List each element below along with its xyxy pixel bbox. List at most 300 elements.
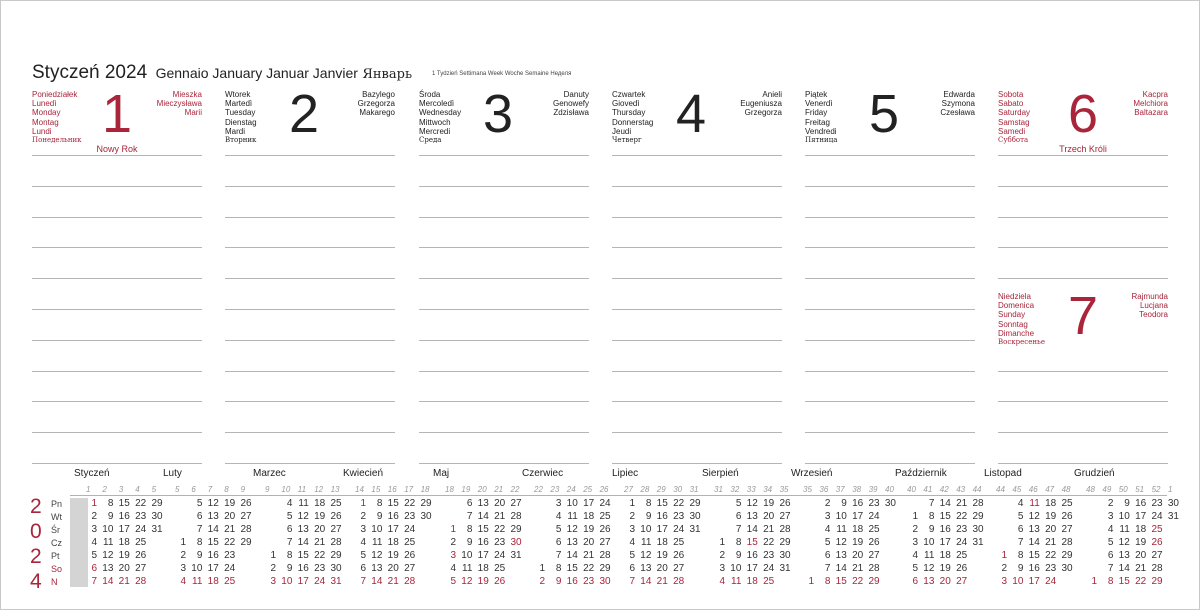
calendar-day[interactable]: 26 <box>330 511 342 522</box>
calendar-day[interactable]: 23 <box>583 576 595 587</box>
calendar-day[interactable]: 5 <box>555 524 562 535</box>
calendar-day[interactable]: 17 <box>207 563 219 574</box>
calendar-day[interactable]: 29 <box>779 537 791 548</box>
calendar-day[interactable]: 30 <box>972 524 984 535</box>
calendar-day[interactable]: 30 <box>420 511 432 522</box>
calendar-day[interactable]: 10 <box>191 563 203 574</box>
calendar-day[interactable]: 31 <box>779 563 791 574</box>
calendar-day[interactable]: 29 <box>510 524 522 535</box>
calendar-day[interactable]: 19 <box>656 550 668 561</box>
calendar-day[interactable]: 4 <box>360 537 366 548</box>
calendar-day[interactable]: 28 <box>240 524 252 535</box>
calendar-day[interactable]: 14 <box>371 576 383 587</box>
calendar-day[interactable]: 21 <box>314 537 326 548</box>
calendar-day[interactable]: 10 <box>923 537 935 548</box>
calendar-day[interactable]: 16 <box>477 537 489 548</box>
calendar-day[interactable]: 15 <box>1118 576 1130 587</box>
calendar-day[interactable]: 2 <box>719 550 725 561</box>
calendar-day[interactable]: 9 <box>196 550 203 561</box>
calendar-day[interactable]: 28 <box>1061 537 1073 548</box>
writing-line[interactable] <box>225 401 395 402</box>
calendar-day[interactable]: 20 <box>763 511 775 522</box>
writing-line[interactable] <box>419 247 589 248</box>
calendar-day[interactable]: 24 <box>763 563 775 574</box>
calendar-day[interactable]: 22 <box>314 550 326 561</box>
writing-line[interactable] <box>612 371 782 372</box>
calendar-day[interactable]: 2 <box>360 511 366 522</box>
calendar-day[interactable]: 12 <box>835 537 847 548</box>
calendar-day[interactable]: 19 <box>583 524 595 535</box>
writing-line[interactable] <box>32 217 202 218</box>
calendar-day[interactable]: 11 <box>731 576 742 587</box>
calendar-day[interactable]: 4 <box>719 576 725 587</box>
writing-line[interactable] <box>225 340 395 341</box>
calendar-day[interactable]: 7 <box>928 498 935 509</box>
calendar-day[interactable]: 22 <box>583 563 595 574</box>
calendar-day[interactable]: 9 <box>645 511 652 522</box>
calendar-day[interactable]: 28 <box>779 524 791 535</box>
calendar-day[interactable]: 20 <box>939 576 951 587</box>
calendar-day[interactable]: 9 <box>841 498 847 509</box>
calendar-day[interactable]: 14 <box>1118 563 1130 574</box>
calendar-day[interactable]: 9 <box>286 563 293 574</box>
calendar-day[interactable]: 1 <box>1091 576 1097 587</box>
calendar-day[interactable]: 3 <box>1107 511 1114 522</box>
calendar-day[interactable]: 23 <box>673 511 685 522</box>
calendar-day[interactable]: 15 <box>207 537 219 548</box>
writing-line[interactable] <box>419 463 589 464</box>
calendar-day[interactable]: 27 <box>599 537 611 548</box>
calendar-day[interactable]: 5 <box>735 498 742 509</box>
writing-line[interactable] <box>419 401 589 402</box>
calendar-day[interactable]: 16 <box>1135 498 1147 509</box>
calendar-day[interactable]: 2 <box>91 511 97 522</box>
calendar-day[interactable]: 19 <box>763 498 775 509</box>
calendar-day[interactable]: 6 <box>1017 524 1024 535</box>
calendar-day[interactable]: 12 <box>640 550 652 561</box>
calendar-day[interactable]: 8 <box>376 498 383 509</box>
calendar-day[interactable]: 17 <box>387 524 399 535</box>
calendar-day[interactable]: 23 <box>763 550 775 561</box>
calendar-day[interactable]: 23 <box>135 511 147 522</box>
calendar-day[interactable]: 20 <box>656 563 668 574</box>
calendar-day[interactable]: 27 <box>240 511 252 522</box>
calendar-day[interactable]: 1 <box>539 563 545 574</box>
calendar-day[interactable]: 25 <box>1151 524 1163 535</box>
calendar-day[interactable]: 26 <box>673 550 685 561</box>
calendar-day[interactable]: 28 <box>330 537 342 548</box>
calendar-day[interactable]: 7 <box>1107 563 1114 574</box>
calendar-day[interactable]: 15 <box>118 498 130 509</box>
calendar-day[interactable]: 2 <box>1107 498 1114 509</box>
writing-line[interactable] <box>612 432 782 433</box>
calendar-day[interactable]: 13 <box>746 511 758 522</box>
writing-line[interactable] <box>32 247 202 248</box>
calendar-day[interactable]: 26 <box>240 498 252 509</box>
calendar-day[interactable]: 29 <box>420 498 432 509</box>
calendar-day[interactable]: 1 <box>808 576 814 587</box>
calendar-day[interactable]: 30 <box>151 511 163 522</box>
calendar-day[interactable]: 16 <box>207 550 219 561</box>
calendar-day[interactable]: 29 <box>1151 576 1163 587</box>
calendar-day[interactable]: 12 <box>207 498 219 509</box>
calendar-day[interactable]: 25 <box>494 563 506 574</box>
calendar-day[interactable]: 28 <box>868 563 880 574</box>
calendar-day[interactable]: 12 <box>461 576 473 587</box>
calendar-day[interactable]: 17 <box>852 511 864 522</box>
writing-line[interactable] <box>805 247 975 248</box>
calendar-day[interactable]: 10 <box>461 550 473 561</box>
calendar-day[interactable]: 11 <box>103 537 114 548</box>
calendar-day[interactable]: 17 <box>1028 576 1040 587</box>
calendar-day[interactable]: 19 <box>477 576 489 587</box>
writing-line[interactable] <box>225 186 395 187</box>
calendar-day[interactable]: 30 <box>779 550 791 561</box>
calendar-day[interactable]: 31 <box>151 524 163 535</box>
calendar-day[interactable]: 8 <box>735 537 742 548</box>
writing-line[interactable] <box>32 309 202 310</box>
calendar-day[interactable]: 29 <box>240 537 252 548</box>
calendar-day[interactable]: 6 <box>735 511 742 522</box>
calendar-day[interactable]: 26 <box>1061 511 1073 522</box>
calendar-day[interactable]: 29 <box>330 550 342 561</box>
calendar-day[interactable]: 27 <box>779 511 791 522</box>
writing-line[interactable] <box>612 401 782 402</box>
calendar-day[interactable]: 4 <box>824 524 831 535</box>
calendar-day[interactable]: 25 <box>330 498 342 509</box>
writing-line[interactable] <box>612 309 782 310</box>
calendar-day[interactable]: 9 <box>107 511 114 522</box>
calendar-day[interactable]: 5 <box>91 550 97 561</box>
calendar-day[interactable]: 21 <box>656 576 668 587</box>
calendar-day[interactable]: 8 <box>286 550 293 561</box>
writing-line[interactable] <box>805 186 975 187</box>
calendar-day[interactable]: 19 <box>387 550 399 561</box>
calendar-day[interactable]: 20 <box>118 563 130 574</box>
writing-line[interactable] <box>225 432 395 433</box>
writing-line[interactable] <box>419 371 589 372</box>
calendar-day[interactable]: 10 <box>730 563 742 574</box>
calendar-day[interactable]: 28 <box>599 550 611 561</box>
writing-line[interactable] <box>805 309 975 310</box>
calendar-day[interactable]: 25 <box>224 576 236 587</box>
calendar-day[interactable]: 1 <box>629 498 635 509</box>
calendar-day[interactable]: 8 <box>1107 576 1114 587</box>
calendar-day[interactable]: 27 <box>330 524 342 535</box>
writing-line[interactable] <box>998 432 1168 433</box>
calendar-day[interactable]: 9 <box>1124 498 1130 509</box>
calendar-day[interactable]: 12 <box>102 550 114 561</box>
calendar-day[interactable]: 22 <box>852 576 864 587</box>
calendar-day[interactable]: 5 <box>1017 511 1024 522</box>
writing-line[interactable] <box>225 371 395 372</box>
writing-line[interactable] <box>805 340 975 341</box>
calendar-day[interactable]: 3 <box>180 563 186 574</box>
writing-line[interactable] <box>32 278 202 279</box>
calendar-day[interactable]: 14 <box>297 537 309 548</box>
calendar-day[interactable]: 29 <box>868 576 880 587</box>
calendar-day[interactable]: 20 <box>494 498 506 509</box>
calendar-day[interactable]: 14 <box>835 563 847 574</box>
calendar-day[interactable]: 7 <box>196 524 203 535</box>
calendar-day[interactable]: 28 <box>1151 563 1163 574</box>
calendar-day[interactable]: 18 <box>207 576 219 587</box>
calendar-day[interactable]: 1 <box>912 511 918 522</box>
calendar-day[interactable]: 2 <box>270 563 276 574</box>
calendar-day[interactable]: 2 <box>1001 563 1007 574</box>
calendar-day[interactable]: 6 <box>466 498 473 509</box>
calendar-day[interactable]: 21 <box>387 576 399 587</box>
calendar-day[interactable]: 9 <box>466 537 473 548</box>
calendar-day[interactable]: 22 <box>1045 550 1057 561</box>
writing-line[interactable] <box>32 401 202 402</box>
calendar-day[interactable]: 22 <box>763 537 775 548</box>
calendar-day[interactable]: 7 <box>91 576 97 587</box>
calendar-day[interactable]: 14 <box>746 524 758 535</box>
calendar-day[interactable]: 16 <box>297 563 309 574</box>
calendar-day[interactable]: 25 <box>404 537 416 548</box>
calendar-day[interactable]: 11 <box>924 550 935 561</box>
writing-line[interactable] <box>32 340 202 341</box>
calendar-day[interactable]: 29 <box>151 498 163 509</box>
writing-line[interactable] <box>998 463 1168 464</box>
calendar-day[interactable]: 4 <box>450 563 456 574</box>
calendar-day[interactable]: 21 <box>1045 537 1057 548</box>
calendar-day[interactable]: 31 <box>510 550 522 561</box>
writing-line[interactable] <box>998 247 1168 248</box>
calendar-day[interactable]: 9 <box>928 524 935 535</box>
calendar-day[interactable]: 1 <box>360 498 366 509</box>
calendar-day[interactable]: 31 <box>972 537 984 548</box>
calendar-day[interactable]: 11 <box>641 537 652 548</box>
calendar-day[interactable]: 24 <box>224 563 236 574</box>
calendar-day[interactable]: 26 <box>404 550 416 561</box>
calendar-day[interactable]: 19 <box>1135 537 1147 548</box>
calendar-day[interactable]: 28 <box>404 576 416 587</box>
calendar-day[interactable]: 4 <box>91 537 97 548</box>
calendar-day[interactable]: 17 <box>1135 511 1147 522</box>
calendar-day[interactable]: 17 <box>656 524 668 535</box>
calendar-day[interactable]: 20 <box>583 537 595 548</box>
writing-line[interactable] <box>805 432 975 433</box>
writing-line[interactable] <box>612 247 782 248</box>
calendar-day[interactable]: 14 <box>102 576 114 587</box>
calendar-day[interactable]: 15 <box>387 498 399 509</box>
calendar-day[interactable]: 5 <box>450 576 456 587</box>
calendar-day[interactable]: 10 <box>1012 576 1024 587</box>
calendar-day[interactable]: 18 <box>852 524 864 535</box>
calendar-day[interactable]: 22 <box>1135 576 1147 587</box>
calendar-day[interactable]: 3 <box>1001 576 1007 587</box>
calendar-day[interactable]: 6 <box>555 537 562 548</box>
calendar-day[interactable]: 3 <box>91 524 97 535</box>
writing-line[interactable] <box>32 463 202 464</box>
calendar-day[interactable]: 2 <box>539 576 545 587</box>
calendar-day[interactable]: 1 <box>91 498 97 509</box>
calendar-day[interactable]: 18 <box>387 537 399 548</box>
calendar-day[interactable]: 8 <box>555 563 562 574</box>
calendar-day[interactable]: 18 <box>1135 524 1147 535</box>
calendar-day[interactable]: 16 <box>656 511 668 522</box>
calendar-day[interactable]: 27 <box>510 498 522 509</box>
calendar-day[interactable]: 17 <box>118 524 130 535</box>
calendar-day[interactable]: 7 <box>629 576 635 587</box>
calendar-day[interactable]: 20 <box>1045 524 1057 535</box>
calendar-day[interactable]: 16 <box>387 511 399 522</box>
calendar-day[interactable]: 18 <box>118 537 130 548</box>
calendar-day[interactable]: 1 <box>1001 550 1007 561</box>
calendar-day[interactable]: 3 <box>824 511 831 522</box>
calendar-day[interactable]: 23 <box>956 524 968 535</box>
calendar-day[interactable]: 24 <box>404 524 416 535</box>
calendar-day[interactable]: 10 <box>281 576 293 587</box>
calendar-day[interactable]: 6 <box>1107 550 1114 561</box>
calendar-day[interactable]: 13 <box>102 563 114 574</box>
calendar-day[interactable]: 22 <box>404 498 416 509</box>
calendar-day[interactable]: 6 <box>360 563 366 574</box>
calendar-day[interactable]: 30 <box>330 563 342 574</box>
calendar-day[interactable]: 13 <box>835 550 847 561</box>
calendar-day[interactable]: 3 <box>555 498 562 509</box>
calendar-day[interactable]: 15 <box>656 498 668 509</box>
writing-line[interactable] <box>998 217 1168 218</box>
calendar-day[interactable]: 30 <box>1061 563 1073 574</box>
calendar-day[interactable]: 25 <box>1061 498 1073 509</box>
writing-line[interactable] <box>225 463 395 464</box>
calendar-day[interactable]: 27 <box>404 563 416 574</box>
calendar-day[interactable]: 11 <box>462 563 473 574</box>
writing-line[interactable] <box>805 401 975 402</box>
calendar-day[interactable]: 26 <box>779 498 791 509</box>
writing-line[interactable] <box>419 309 589 310</box>
calendar-day[interactable]: 6 <box>824 550 831 561</box>
calendar-day[interactable]: 18 <box>939 550 951 561</box>
calendar-day[interactable]: 26 <box>868 537 880 548</box>
calendar-day[interactable]: 26 <box>494 576 506 587</box>
calendar-day[interactable]: 1 <box>450 524 456 535</box>
calendar-day[interactable]: 13 <box>371 563 383 574</box>
calendar-day[interactable]: 6 <box>629 563 635 574</box>
writing-line[interactable] <box>419 432 589 433</box>
calendar-day[interactable]: 18 <box>1045 498 1057 509</box>
calendar-day[interactable]: 18 <box>583 511 595 522</box>
calendar-day[interactable]: 30 <box>599 576 611 587</box>
calendar-day[interactable]: 8 <box>824 576 831 587</box>
calendar-day[interactable]: 4 <box>180 576 186 587</box>
calendar-day[interactable]: 21 <box>494 511 506 522</box>
writing-line[interactable] <box>32 155 202 156</box>
calendar-day[interactable]: 24 <box>868 511 880 522</box>
calendar-day[interactable]: 7 <box>1017 537 1024 548</box>
calendar-day[interactable]: 15 <box>477 524 489 535</box>
calendar-day[interactable]: 9 <box>1017 563 1024 574</box>
calendar-day[interactable]: 17 <box>583 498 595 509</box>
calendar-day[interactable]: 3 <box>629 524 635 535</box>
calendar-day[interactable]: 17 <box>939 537 951 548</box>
calendar-day[interactable]: 7 <box>735 524 742 535</box>
calendar-day[interactable]: 12 <box>746 498 758 509</box>
calendar-day[interactable]: 19 <box>118 550 130 561</box>
calendar-day[interactable]: 17 <box>297 576 309 587</box>
calendar-day[interactable]: 16 <box>118 511 130 522</box>
calendar-day[interactable]: 26 <box>135 550 147 561</box>
calendar-day[interactable]: 13 <box>477 498 489 509</box>
writing-line[interactable] <box>225 217 395 218</box>
calendar-day[interactable]: 26 <box>599 524 611 535</box>
calendar-day[interactable]: 14 <box>640 576 652 587</box>
calendar-day[interactable]: 12 <box>371 550 383 561</box>
calendar-day[interactable]: 30 <box>884 498 896 509</box>
calendar-day[interactable]: 13 <box>1118 550 1130 561</box>
writing-line[interactable] <box>419 278 589 279</box>
calendar-day[interactable]: 16 <box>746 550 758 561</box>
calendar-day[interactable]: 29 <box>689 498 701 509</box>
writing-line[interactable] <box>998 371 1168 372</box>
calendar-day[interactable]: 20 <box>314 524 326 535</box>
writing-line[interactable] <box>805 278 975 279</box>
calendar-day[interactable]: 11 <box>1029 498 1040 509</box>
calendar-day[interactable]: 1 <box>719 537 725 548</box>
calendar-day[interactable]: 15 <box>835 576 847 587</box>
writing-line[interactable] <box>225 278 395 279</box>
calendar-day[interactable]: 13 <box>923 576 935 587</box>
writing-line[interactable] <box>32 432 202 433</box>
calendar-day[interactable]: 12 <box>1028 511 1040 522</box>
calendar-day[interactable]: 8 <box>466 524 473 535</box>
writing-line[interactable] <box>998 186 1168 187</box>
calendar-day[interactable]: 12 <box>297 511 309 522</box>
calendar-day[interactable]: 19 <box>852 537 864 548</box>
calendar-day[interactable]: 16 <box>852 498 864 509</box>
calendar-day[interactable]: 27 <box>135 563 147 574</box>
calendar-day[interactable]: 1 <box>270 550 276 561</box>
calendar-day[interactable]: 22 <box>956 511 968 522</box>
calendar-day[interactable]: 13 <box>1028 524 1040 535</box>
calendar-day[interactable]: 24 <box>1151 511 1163 522</box>
calendar-day[interactable]: 14 <box>1028 537 1040 548</box>
calendar-day[interactable]: 7 <box>555 550 562 561</box>
calendar-day[interactable]: 29 <box>1061 550 1073 561</box>
writing-line[interactable] <box>805 155 975 156</box>
writing-line[interactable] <box>612 155 782 156</box>
calendar-day[interactable]: 7 <box>824 563 831 574</box>
calendar-day[interactable]: 3 <box>270 576 276 587</box>
calendar-day[interactable]: 16 <box>566 576 578 587</box>
writing-line[interactable] <box>419 217 589 218</box>
calendar-day[interactable]: 23 <box>404 511 416 522</box>
writing-line[interactable] <box>32 186 202 187</box>
calendar-day[interactable]: 24 <box>1045 576 1057 587</box>
calendar-day[interactable]: 23 <box>314 563 326 574</box>
calendar-day[interactable]: 7 <box>286 537 293 548</box>
calendar-day[interactable]: 26 <box>956 563 968 574</box>
calendar-day[interactable]: 27 <box>868 550 880 561</box>
calendar-day[interactable]: 3 <box>450 550 456 561</box>
calendar-day[interactable]: 17 <box>746 563 758 574</box>
writing-line[interactable] <box>998 401 1168 402</box>
calendar-day[interactable]: 4 <box>1107 524 1114 535</box>
calendar-day[interactable]: 4 <box>1017 498 1024 509</box>
calendar-day[interactable]: 27 <box>956 576 968 587</box>
calendar-day[interactable]: 24 <box>673 524 685 535</box>
calendar-day[interactable]: 20 <box>1135 550 1147 561</box>
writing-line[interactable] <box>612 278 782 279</box>
calendar-day[interactable]: 11 <box>298 498 309 509</box>
calendar-day[interactable]: 18 <box>314 498 326 509</box>
calendar-day[interactable]: 11 <box>1119 524 1130 535</box>
calendar-day[interactable]: 16 <box>939 524 951 535</box>
calendar-day[interactable]: 2 <box>450 537 456 548</box>
